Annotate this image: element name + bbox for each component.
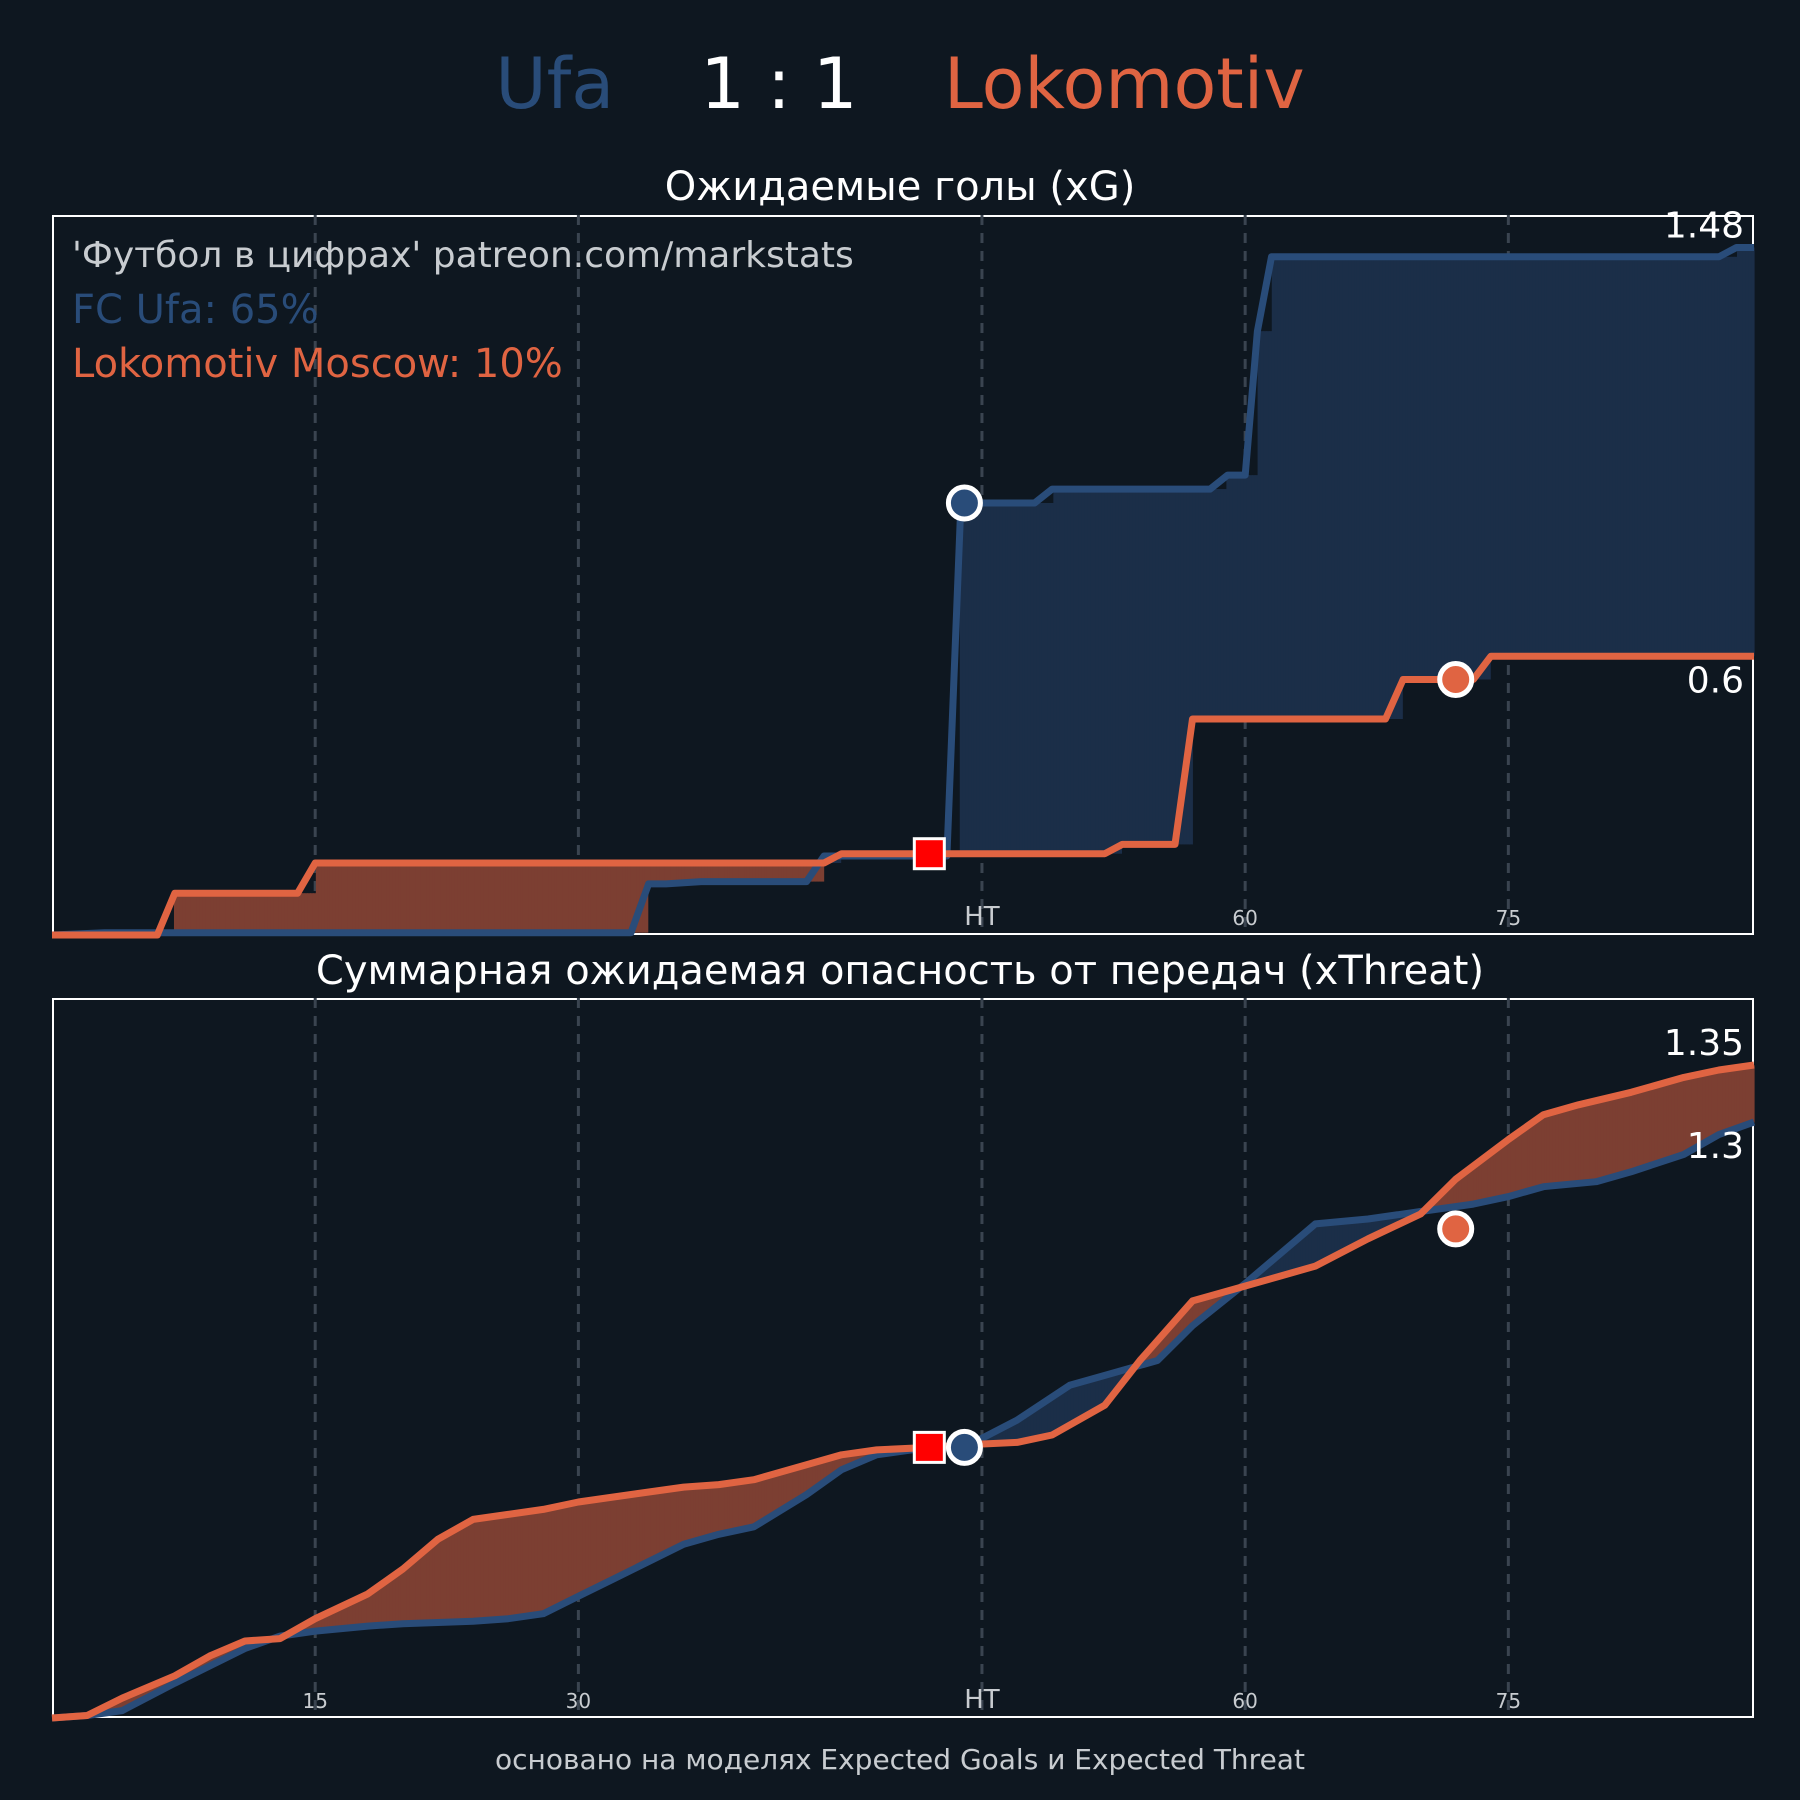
home-end-label: 1.3 — [1686, 1126, 1744, 1168]
score-header — [0, 36, 1800, 132]
home-end-label: 1.48 — [1663, 205, 1744, 247]
x-tick-label: 30 — [565, 1689, 592, 1713]
difference-fill — [1751, 248, 1754, 657]
xthreat-chart — [52, 998, 1754, 1718]
x-tick-label: 60 — [1232, 906, 1258, 930]
red-card-marker — [914, 1432, 944, 1462]
xg-chart-title: Ожидаемые голы (xG) — [664, 164, 1136, 210]
x-tick-label: 60 — [1232, 1689, 1258, 1713]
red-card-marker — [914, 839, 944, 869]
home-win-probability: FC Ufa: 65% — [72, 287, 319, 333]
xthreat-chart-title: Суммарная ожидаемая опасность от передач (xThreat) — [315, 948, 1485, 994]
home-team-name: Ufa — [495, 43, 615, 125]
away-end-label: 1.35 — [1663, 1023, 1744, 1065]
match-score: 1 : 1 — [700, 43, 858, 125]
away-team-name: Lokomotiv — [943, 43, 1305, 125]
difference-fill — [1751, 1065, 1754, 1122]
xthreat-chart-svg — [52, 998, 1754, 1718]
away-goal-marker — [1440, 664, 1472, 696]
away-goal-marker — [1440, 1213, 1472, 1245]
xg-chart — [52, 205, 1754, 935]
away-end-label: 0.6 — [1686, 660, 1744, 702]
home-goal-marker — [948, 487, 980, 519]
x-tick-label: HT — [964, 902, 1000, 932]
footer-note: основано на моделях Expected Goals и Expected Threat — [495, 1743, 1305, 1776]
watermark: 'Футбол в цифрах' patreon.com/markstats — [72, 235, 854, 276]
x-tick-label: 75 — [1495, 906, 1522, 930]
home-goal-marker — [948, 1431, 980, 1463]
x-tick-label: 75 — [1495, 1689, 1522, 1713]
x-tick-label: 15 — [302, 1689, 328, 1713]
x-tick-label: HT — [964, 1685, 1000, 1715]
away-win-probability: Lokomotiv Moscow: 10% — [72, 341, 563, 387]
